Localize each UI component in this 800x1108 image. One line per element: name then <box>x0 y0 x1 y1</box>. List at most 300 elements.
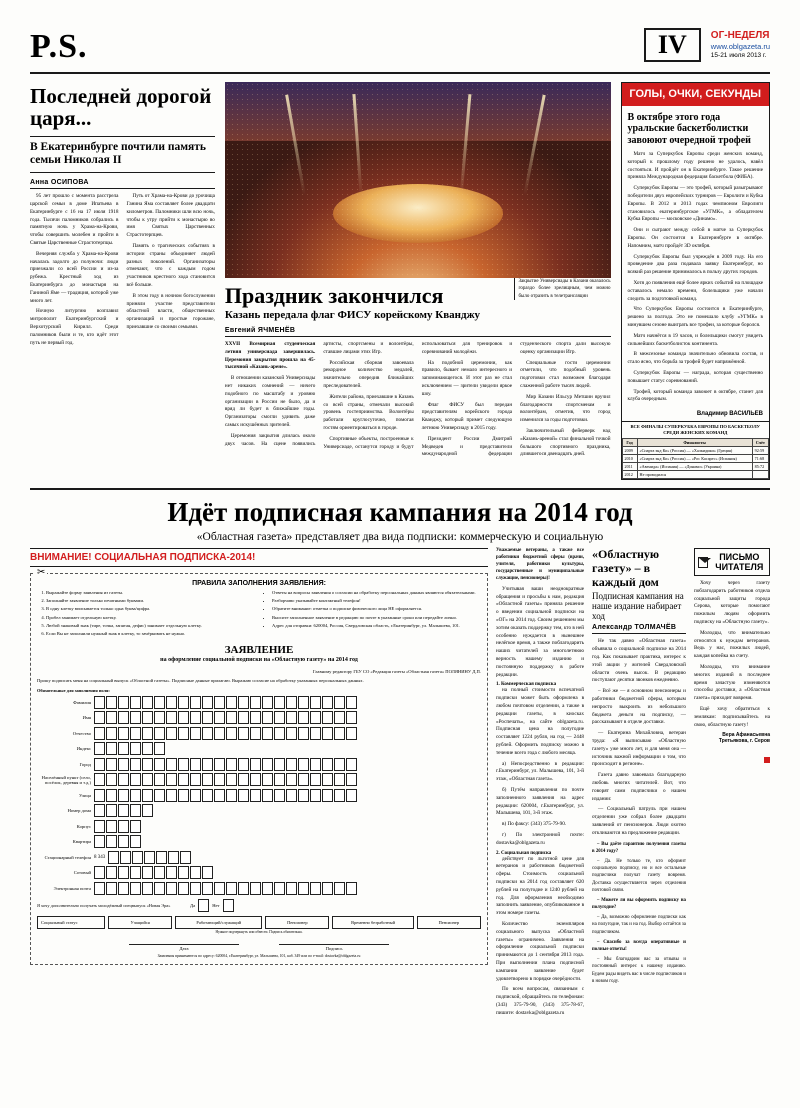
form-cell[interactable] <box>154 866 165 879</box>
form-cell[interactable] <box>130 835 141 848</box>
form-cell[interactable] <box>142 773 153 786</box>
letter-column <box>694 548 770 1020</box>
form-cell[interactable] <box>214 711 225 724</box>
form-cell[interactable] <box>142 758 153 771</box>
form-cell[interactable] <box>178 711 189 724</box>
form-cell[interactable] <box>286 758 297 771</box>
form-cell[interactable] <box>346 758 357 771</box>
form-field-cells[interactable] <box>94 882 357 895</box>
form-cell[interactable] <box>262 882 273 895</box>
signature-row[interactable] <box>37 944 481 951</box>
form-cell[interactable] <box>154 742 165 755</box>
form-cell[interactable] <box>106 711 117 724</box>
form-cell[interactable] <box>298 711 309 724</box>
sport-lead: В октябре этого года уральские баскетболистки завоюют очередной трофей <box>627 111 751 147</box>
paragraph: На подобной церемонии, как правило, бывает немало интересного и запоминающегося. И этот раз не стал исключением — зрители увидели яркое шоу. <box>421 359 513 397</box>
form-field-row[interactable] <box>37 711 481 724</box>
form-field-row[interactable] <box>37 835 481 848</box>
form-cell[interactable] <box>190 696 201 709</box>
cell-finalists: «Авенида» (Испания) — «Динамо» (Украина) <box>637 463 752 471</box>
form-field-row[interactable] <box>37 851 481 864</box>
status-label: Социальный статус <box>37 916 105 929</box>
form-cell[interactable] <box>226 882 237 895</box>
middle-lead: XXVII Всемирная студенческая летняя универсиада завершилась. Церемония закрытия прошла на 45-тысячной «Казань-арене». <box>224 341 316 371</box>
form-cell[interactable] <box>250 758 261 771</box>
universiade-closing-photo <box>225 82 611 278</box>
form-cell[interactable] <box>106 866 117 879</box>
form-cell[interactable] <box>106 758 117 771</box>
form-cell[interactable] <box>142 696 153 709</box>
form-cell[interactable] <box>334 773 345 786</box>
form-field-label: Электронная почта <box>53 885 91 891</box>
form-cell[interactable] <box>142 882 153 895</box>
status-option[interactable]: Учащийся <box>108 916 172 929</box>
rules-right-list <box>263 590 481 639</box>
form-cell[interactable] <box>94 727 105 740</box>
brand-site[interactable]: www.oblgazeta.ru <box>710 42 770 52</box>
form-cell[interactable] <box>322 789 333 802</box>
form-cell[interactable] <box>298 773 309 786</box>
form-cell[interactable] <box>154 773 165 786</box>
form-cell[interactable] <box>190 866 201 879</box>
form-cell[interactable] <box>310 758 321 771</box>
form-cell[interactable] <box>144 851 155 864</box>
paragraph: Молодцы, что внимание многих изданий в последнее время зачастую изменяются способы доставки, а «Областная газета» приходит вовремя. <box>693 664 770 702</box>
form-cell[interactable] <box>94 789 105 802</box>
form-cell[interactable] <box>298 882 309 895</box>
form-cell[interactable] <box>130 742 141 755</box>
form-cell[interactable] <box>286 789 297 802</box>
form-cell[interactable] <box>274 711 285 724</box>
form-field-label: Сотовый <box>73 870 91 876</box>
form-cell[interactable] <box>274 758 285 771</box>
form-cell[interactable] <box>106 727 117 740</box>
block-text <box>496 687 584 757</box>
form-field-cells[interactable] <box>108 851 191 864</box>
form-cell[interactable] <box>334 882 345 895</box>
form-cell[interactable] <box>190 882 201 895</box>
form-cell[interactable] <box>166 789 177 802</box>
form-field-cells[interactable] <box>94 866 213 879</box>
form-cell[interactable] <box>130 727 141 740</box>
status-option[interactable]: Пенсионер <box>265 916 329 929</box>
block-text <box>496 856 584 918</box>
form-cell[interactable] <box>346 727 357 740</box>
paragraph: Учитывая ваши неоднократные обращения и просьбы к нам, редакция «Областной газеты» приняла решение о введении социальной подписки на «ОГ» на 2014 год. Своим решением мы хотим оказать поддержку тем, кто в ней особенно нуждается в нынешнее нелёгкое время, а также поблагодарить наших читателей за многолетнюю верность нашему изданию и постоянную поддержку в работе редакции. <box>496 585 585 678</box>
form-cell[interactable] <box>334 758 345 771</box>
form-cell[interactable] <box>132 851 143 864</box>
form-cell[interactable] <box>310 727 321 740</box>
form-field-cells[interactable] <box>94 742 165 755</box>
form-cell[interactable] <box>106 789 117 802</box>
form-cell[interactable] <box>130 804 141 817</box>
form-cell[interactable] <box>118 835 129 848</box>
form-cell[interactable] <box>94 742 105 755</box>
form-cell[interactable] <box>226 711 237 724</box>
form-field-cells[interactable] <box>94 696 357 709</box>
paragraph: Специальные гости церемонии отметили, что подобный уровень подготовки стал возможен благодаря слаженной работе тысяч людей. <box>520 359 611 390</box>
table-row <box>622 447 769 455</box>
form-cell[interactable] <box>154 696 165 709</box>
form-cell[interactable] <box>202 727 213 740</box>
form-cell[interactable] <box>108 851 119 864</box>
cell-score: 71:68 <box>752 455 768 463</box>
form-cell[interactable] <box>250 882 261 895</box>
form-cell[interactable] <box>178 789 189 802</box>
consent-text: Прошу подписать меня на социальный выпуск «Областной газеты». Подписные данные прилагаю. Выражаю согласие на обработку указанных персональных данных. <box>37 678 364 684</box>
form-cell[interactable] <box>142 727 153 740</box>
form-cell[interactable] <box>106 804 117 817</box>
form-cell[interactable] <box>334 789 345 802</box>
paragraph: Молодцы, что внимательно относятся к нуждам ветеранов. Ведь у нас, пожилых людей, каждая копейка на счету. <box>693 629 770 660</box>
form-field-row[interactable] <box>37 758 481 771</box>
form-cell[interactable] <box>94 866 105 879</box>
campaign-lead: «Областная газета» представляет два вида подписки: коммерческую и социальную <box>196 531 604 544</box>
main-subheadline: Казань передала флаг ФИСУ корейскому Кванджу <box>224 309 481 322</box>
form-field-label: Стационарный телефон <box>44 854 91 860</box>
table-title: ВСЕ ФИНАЛЫ СУПЕРКУБКА ЕВРОПЫ ПО БАСКЕТБОЛУ СРЕДИ ЖЕНСКИХ КОМАНД <box>622 421 770 438</box>
form-cell[interactable] <box>130 866 141 879</box>
form-cell[interactable] <box>106 820 117 833</box>
form-cell[interactable] <box>130 773 141 786</box>
form-cell[interactable] <box>346 711 357 724</box>
form-cell[interactable] <box>214 727 225 740</box>
form-cell[interactable] <box>130 711 141 724</box>
form-cell[interactable] <box>238 711 249 724</box>
right-column <box>621 82 771 480</box>
form-cell[interactable] <box>166 866 177 879</box>
rule-item: • Обратите внимание: отметка о подписке физического лица НЕ оформляется. <box>272 606 481 613</box>
form-field-cells[interactable] <box>94 804 153 817</box>
form-cell[interactable] <box>238 789 249 802</box>
form-cell[interactable] <box>130 820 141 833</box>
paragraph: Российская сборная завоевала рекордное количество медалей, значительно опередив ближайших преследователей. <box>323 359 414 390</box>
form-cell[interactable] <box>106 835 117 848</box>
phone-prefix: 8 343 <box>94 854 106 860</box>
subscription-form[interactable] <box>30 567 488 965</box>
form-field-row[interactable] <box>37 820 481 833</box>
rule-item: • Разборчиво указывайте контактный телефон! <box>272 598 481 605</box>
form-cell[interactable] <box>168 851 179 864</box>
form-cell[interactable] <box>238 696 249 709</box>
form-cell[interactable] <box>190 789 201 802</box>
paragraph: В отношении казанской Универсиады нет никаких сомнений — ничего подобного по масштабу и уровню организации в России не было, да и вряд ли будет в ближайшие годы. Организаторы смогли удивить даже самых искушённых зрителей. <box>224 375 316 429</box>
form-cell[interactable] <box>274 696 285 709</box>
form-cell[interactable] <box>214 696 225 709</box>
form-cell[interactable] <box>178 758 189 771</box>
contact-item: б) Путём направления по почте заполненного заявления на адрес редакции: 620004, г.Екатеринбург, ул. Малышева, 101, 3-й этаж. <box>496 786 585 817</box>
form-cell[interactable] <box>322 773 333 786</box>
form-cell[interactable] <box>298 789 309 802</box>
sport-signature: Владимир ВАСИЛЬЕВ <box>696 411 764 418</box>
cell-finalists: «Спарта энд Ко» (Россия) — «Халкидики» (Греция) <box>637 447 752 455</box>
form-field-row[interactable] <box>37 882 481 895</box>
info-intro-text <box>496 586 584 680</box>
paragraph: Спортивные объекты, построенные к Универсиаде, останутся городу и будут использоваться для тренировок и соревнований молодёжи. <box>323 341 513 450</box>
letter-body <box>694 580 770 729</box>
masthead <box>30 28 770 74</box>
form-cell[interactable] <box>94 820 105 833</box>
form-cell[interactable] <box>130 789 141 802</box>
form-cell[interactable] <box>94 773 105 786</box>
form-field-label: Квартира <box>72 839 91 845</box>
form-cell[interactable] <box>310 882 321 895</box>
form-cell[interactable] <box>346 773 357 786</box>
form-cell[interactable] <box>226 727 237 740</box>
form-field-row[interactable] <box>37 727 481 740</box>
form-cell[interactable] <box>94 804 105 817</box>
form-cell[interactable] <box>190 773 201 786</box>
form-cell[interactable] <box>142 789 153 802</box>
form-cell[interactable] <box>214 882 225 895</box>
form-cell[interactable] <box>142 711 153 724</box>
form-field-cells[interactable] <box>94 773 357 786</box>
form-field-row[interactable] <box>37 773 481 786</box>
form-cell[interactable] <box>118 773 129 786</box>
form-cell[interactable] <box>130 758 141 771</box>
form-cell[interactable] <box>262 727 273 740</box>
form-cell[interactable] <box>262 696 273 709</box>
paragraph: Хочу через газету поблагодарить работников отдела социальной защиты города Серова, которые помогают пожилым людям оформить подписку на «Областную газету». <box>693 580 770 626</box>
form-cell[interactable] <box>250 696 261 709</box>
form-cell[interactable] <box>202 882 213 895</box>
form-cell[interactable] <box>202 711 213 724</box>
form-cell[interactable] <box>322 711 333 724</box>
form-cell[interactable] <box>142 866 153 879</box>
form-cell[interactable] <box>298 758 309 771</box>
envelope-icon <box>698 557 708 568</box>
form-cell[interactable] <box>178 882 189 895</box>
form-field-label: Город <box>79 761 91 767</box>
form-cell[interactable] <box>166 727 177 740</box>
form-cell[interactable] <box>274 773 285 786</box>
contact-item-email[interactable]: г) По электронной почте: dostavka@oblgazeta.ru <box>496 831 585 846</box>
form-field-cells[interactable] <box>94 820 141 833</box>
form-cell[interactable] <box>334 696 345 709</box>
form-cell[interactable] <box>154 727 165 740</box>
form-cell[interactable] <box>118 804 129 817</box>
form-cell[interactable] <box>178 773 189 786</box>
form-cell[interactable] <box>286 696 297 709</box>
form-cell[interactable] <box>154 789 165 802</box>
brand-name: ОГ-НЕДЕЛЯ <box>710 29 770 41</box>
rules-columns <box>37 590 481 639</box>
form-field-row[interactable] <box>37 866 481 879</box>
form-cell[interactable] <box>94 835 105 848</box>
form-cell[interactable] <box>190 758 201 771</box>
form-cell[interactable] <box>166 711 177 724</box>
brand-block <box>711 29 770 61</box>
col-year: Год <box>622 439 637 447</box>
status-row[interactable] <box>37 916 481 929</box>
form-cell[interactable] <box>310 696 321 709</box>
form-cell[interactable] <box>94 882 105 895</box>
form-cell[interactable] <box>94 711 105 724</box>
form-cell[interactable] <box>166 696 177 709</box>
form-cell[interactable] <box>226 758 237 771</box>
form-cell[interactable] <box>310 789 321 802</box>
form-cell[interactable] <box>238 773 249 786</box>
form-field-cells[interactable] <box>94 758 357 771</box>
form-cell[interactable] <box>334 727 345 740</box>
form-cell[interactable] <box>250 789 261 802</box>
form-cell[interactable] <box>346 882 357 895</box>
form-cell[interactable] <box>106 742 117 755</box>
question: – Спасибо за всегда оперативные и полные ответы! <box>592 939 686 953</box>
form-cell[interactable] <box>154 758 165 771</box>
form-cell[interactable] <box>322 696 333 709</box>
form-cell[interactable] <box>118 789 129 802</box>
form-cell[interactable] <box>310 773 321 786</box>
form-cell[interactable] <box>178 727 189 740</box>
form-cell[interactable] <box>118 882 129 895</box>
paragraph: — Екатерина Михайловна, ветеран труда: «Я выписываю «Областную газету» уже много лет, и для меня она — источник важной информации о том, что происходит в регионе». <box>592 730 686 768</box>
form-cell[interactable] <box>274 727 285 740</box>
form-cell[interactable] <box>214 773 225 786</box>
main-headline: Праздник закончился <box>224 283 444 308</box>
form-cell[interactable] <box>178 866 189 879</box>
form-cell[interactable] <box>130 882 141 895</box>
form-cell[interactable] <box>346 789 357 802</box>
answer: – Да. Не только те, кто оформит социальную подписку, но и все остальные подписчики получат газету вовремя. Доставка осуществляется через отделения почтовой связи. <box>592 858 686 893</box>
form-cell[interactable] <box>190 711 201 724</box>
answer-yes-checkbox[interactable] <box>198 899 209 912</box>
form-cell[interactable] <box>346 696 357 709</box>
form-cell[interactable] <box>286 711 297 724</box>
form-cell[interactable] <box>118 711 129 724</box>
form-cell[interactable] <box>322 727 333 740</box>
right-article-column <box>592 548 686 1020</box>
form-field-row[interactable] <box>37 804 481 817</box>
page-number: IV <box>644 28 701 62</box>
form-cell[interactable] <box>298 727 309 740</box>
form-cell[interactable] <box>156 851 167 864</box>
col-finalists: Финалисты <box>637 439 752 447</box>
signature-field[interactable]: Подпись <box>279 944 389 951</box>
form-cell[interactable] <box>202 789 213 802</box>
form-cell[interactable] <box>202 696 213 709</box>
form-cell[interactable] <box>286 727 297 740</box>
form-cell[interactable] <box>166 882 177 895</box>
form-field-row[interactable] <box>37 742 481 755</box>
form-cell[interactable] <box>118 820 129 833</box>
date-field[interactable]: Дата <box>129 944 239 951</box>
form-field-row[interactable] <box>37 696 481 709</box>
form-cell[interactable] <box>94 696 105 709</box>
addressee: Главному редактору ГБУ СО «Редакция газеты «Областная газета» ПОЛЯНИНУ Д.П. <box>312 668 481 674</box>
form-cell[interactable] <box>190 727 201 740</box>
form-cell[interactable] <box>178 696 189 709</box>
table-row <box>622 471 769 479</box>
square-icon <box>764 757 770 763</box>
brand-date: 15-21 июля 2013 г. <box>710 52 767 60</box>
cell-score: 92:59 <box>752 447 768 455</box>
form-cell[interactable] <box>250 773 261 786</box>
form-cell[interactable] <box>106 696 117 709</box>
form-cell[interactable] <box>154 882 165 895</box>
form-field-label: Населённый пункт (село, посёлок, деревня и т.д.) <box>41 774 91 785</box>
form-cell[interactable] <box>118 758 129 771</box>
form-cell[interactable] <box>118 727 129 740</box>
form-cell[interactable] <box>118 866 129 879</box>
form-field-cells[interactable] <box>94 711 357 724</box>
form-cell[interactable] <box>238 727 249 740</box>
form-cell[interactable] <box>106 773 117 786</box>
form-cell[interactable] <box>130 696 141 709</box>
form-cell[interactable] <box>274 789 285 802</box>
form-cell[interactable] <box>262 758 273 771</box>
form-cell[interactable] <box>118 742 129 755</box>
form-cell[interactable] <box>166 773 177 786</box>
form-cell[interactable] <box>202 773 213 786</box>
form-cell[interactable] <box>322 882 333 895</box>
form-cell[interactable] <box>286 882 297 895</box>
section-divider <box>30 488 770 490</box>
form-cell[interactable] <box>120 851 131 864</box>
form-field-cells[interactable] <box>94 835 141 848</box>
left-body <box>30 193 215 347</box>
sport-box <box>621 82 771 480</box>
paragraph: Ещё хочу обратиться к землякам: подписывайтесь на свою, областную газету! <box>693 706 770 728</box>
status-option[interactable]: Работающий/служащий <box>175 916 262 929</box>
contact-item: а) Непосредственно в редакции: г.Екатеринбург, ул. Малышева, 101, 3-й этаж, «Областная газета». <box>496 760 585 783</box>
form-cell[interactable] <box>238 882 249 895</box>
form-cell[interactable] <box>298 696 309 709</box>
middle-body <box>225 341 611 459</box>
status-option[interactable]: Пенсионер <box>417 916 481 929</box>
photo-caption: Закрытие Универсиады в Казани оказалось гораздо более зрелищным, чем можно было отразить в телетрансляции <box>518 279 611 299</box>
form-cell[interactable] <box>226 789 237 802</box>
form-cell[interactable] <box>250 711 261 724</box>
form-cell[interactable] <box>142 742 153 755</box>
form-cell[interactable] <box>202 866 213 879</box>
form-field-cells[interactable] <box>94 789 357 802</box>
form-cell[interactable] <box>262 773 273 786</box>
form-cell[interactable] <box>226 773 237 786</box>
form-cell[interactable] <box>250 727 261 740</box>
form-cell[interactable] <box>214 789 225 802</box>
form-field-cells[interactable] <box>94 727 357 740</box>
answer-no-checkbox[interactable] <box>223 899 234 912</box>
form-field-label: Фамилия <box>73 699 91 705</box>
left-column <box>30 82 215 480</box>
form-cell[interactable] <box>274 882 285 895</box>
status-option[interactable]: Временно безработный <box>332 916 413 929</box>
form-cell[interactable] <box>334 711 345 724</box>
form-cell[interactable] <box>142 804 153 817</box>
form-cell[interactable] <box>180 851 191 864</box>
form-cell[interactable] <box>226 696 237 709</box>
form-cell[interactable] <box>310 711 321 724</box>
form-cell[interactable] <box>262 789 273 802</box>
form-field-row[interactable] <box>37 789 481 802</box>
form-cell[interactable] <box>286 773 297 786</box>
form-cell[interactable] <box>322 758 333 771</box>
form-cell[interactable] <box>214 758 225 771</box>
form-cell[interactable] <box>238 758 249 771</box>
form-cell[interactable] <box>262 711 273 724</box>
form-fields[interactable] <box>37 696 481 895</box>
form-cell[interactable] <box>154 711 165 724</box>
form-cell[interactable] <box>166 758 177 771</box>
paragraph: Вечерняя служба у Храма-на-Крови началась задолго до полуночи: люди приезжали со всей России и из-за рубежа. Крестный ход из Екатеринбурга до монастыря на Ганиной Яме — традиция, которой уже много лет. <box>30 250 119 304</box>
form-cell[interactable] <box>202 758 213 771</box>
form-cell[interactable] <box>118 696 129 709</box>
newera-question-row[interactable] <box>37 899 481 912</box>
paragraph: Трофей, который команда завоюет в октябре, станет для клуба очередным. <box>627 388 764 403</box>
form-cell[interactable] <box>106 882 117 895</box>
form-cell[interactable] <box>94 758 105 771</box>
